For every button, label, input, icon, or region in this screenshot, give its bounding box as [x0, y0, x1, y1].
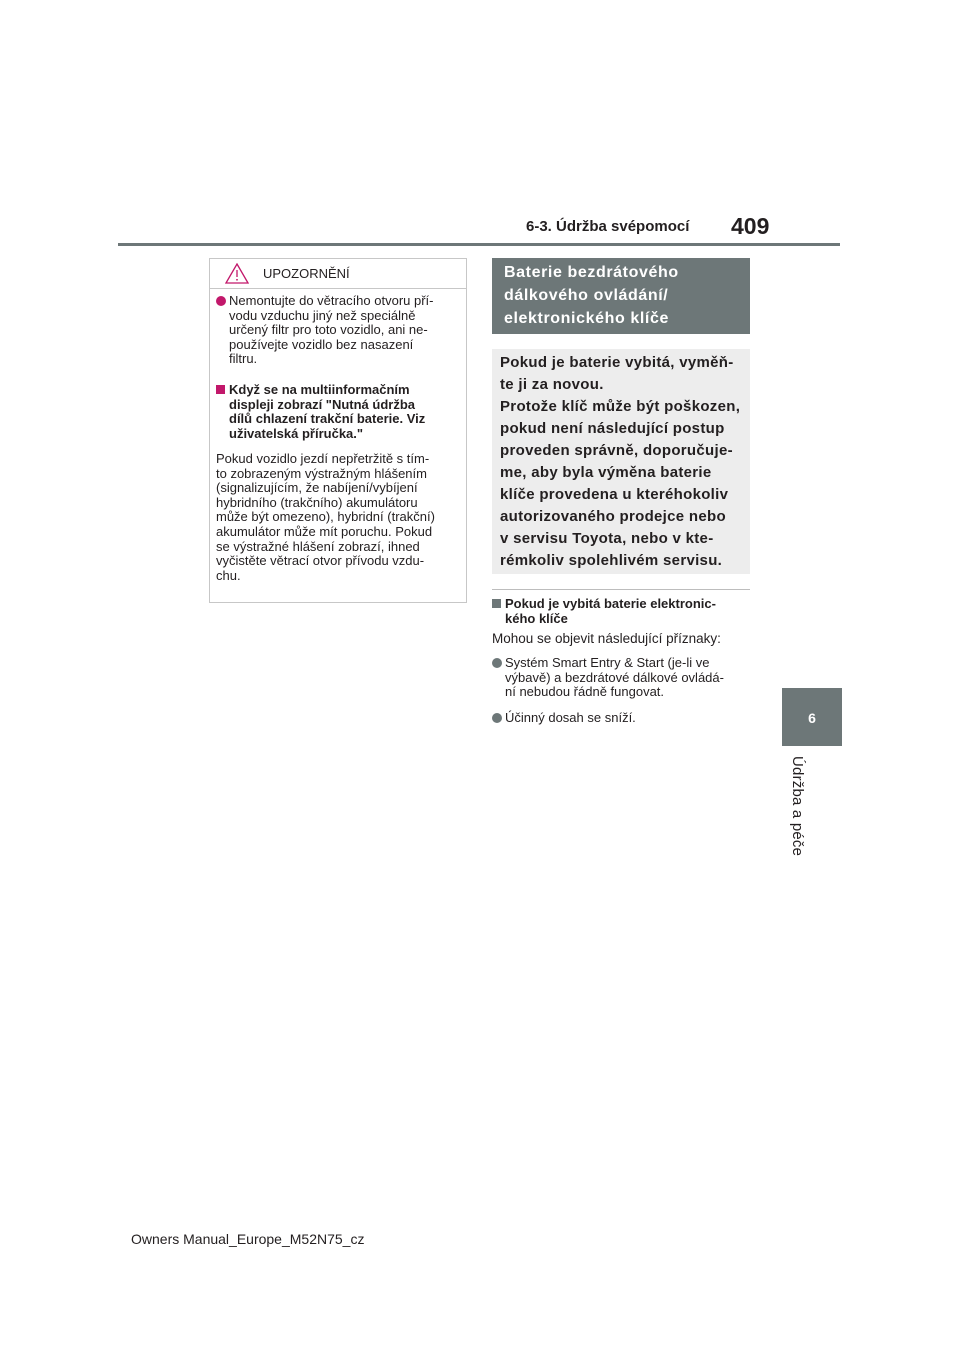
symptom-bullet — [492, 656, 752, 700]
text-line: Pokud je vybitá baterie elektronic- — [505, 596, 716, 611]
heading-line: elektronického klíče — [504, 310, 669, 327]
text-line: to zobrazeným výstražným hlášením — [216, 465, 427, 481]
text-line: vyčistěte větrací otvor přívodu vzdu- — [216, 553, 425, 569]
page-number: 409 — [731, 213, 770, 239]
intro-line: autorizovaného prodejce nebo — [500, 508, 726, 525]
square-bullet-icon — [216, 385, 225, 394]
bullet-dot-icon — [216, 296, 226, 306]
intro-line: Protože klíč může být poškozen, — [500, 398, 741, 415]
warning-triangle-icon — [225, 263, 249, 284]
intro-line: v servisu Toyota, nebo v kte- — [500, 530, 714, 547]
square-bullet-icon — [492, 599, 501, 608]
caution-box — [209, 258, 467, 603]
intro-line: pokud není následující postup — [500, 420, 725, 437]
intro-line: Pokud je baterie vybitá, vyměň- — [500, 354, 734, 371]
caution-subheading — [216, 383, 462, 441]
intro-line: rémkoliv spolehlivém servisu. — [500, 552, 723, 569]
bullet-dot-icon — [492, 713, 502, 723]
symptoms-intro: Mohou se objevit následující příznaky: — [492, 631, 721, 646]
intro-line: me, aby byla výměna baterie — [500, 464, 712, 481]
text-line: Systém Smart Entry & Start (je-li ve — [505, 655, 710, 670]
text-line: filtru. — [229, 351, 258, 367]
text-line: může být omezeno), hybridní (trakční) — [216, 509, 435, 525]
text-line: displeji zobrazí "Nutná údržba — [229, 396, 416, 412]
text-line: kého klíče — [505, 610, 568, 626]
chapter-title: Údržba a péče — [789, 756, 806, 857]
bullet-dot-icon — [492, 658, 502, 668]
text-line: uživatelská příručka." — [229, 425, 364, 441]
battery-section-heading — [492, 258, 750, 334]
text-line: ní nebudou řádně fungovat. — [505, 684, 665, 700]
header-rule — [118, 243, 840, 246]
text-line: určený filtr pro toto vozidlo, ani ne- — [229, 322, 428, 338]
text-line: Účinný dosah se sníží. — [505, 710, 636, 725]
text-line: dílů chlazení trakční baterie. Viz — [229, 411, 426, 427]
caution-label: UPOZORNĚNÍ — [263, 266, 350, 281]
intro-line: te ji za novou. — [500, 376, 604, 393]
text-line: se výstražné hlášení zobrazí, ihned — [216, 538, 420, 554]
text-line: používejte vozidlo bez nasazení — [229, 336, 414, 352]
text-line: hybridního (trakčního) akumulátoru — [216, 494, 418, 510]
heading-line: Baterie bezdrátového — [504, 264, 679, 281]
text-line: akumulátor může mít poruchu. Pokud — [216, 523, 433, 539]
text-line: výbavě) a bezdrátové dálkové ovládá- — [505, 669, 724, 685]
text-line: chu. — [216, 567, 241, 583]
chapter-number: 6 — [808, 710, 816, 726]
caution-bullet — [216, 294, 462, 367]
section-title: 6-3. Údržba svépomocí — [526, 218, 690, 235]
text-line: Pokud vozidlo jezdí nepřetržitě s tím- — [216, 451, 430, 466]
text-line: Nemontujte do větracího otvoru pří- — [229, 293, 434, 308]
caution-paragraph — [216, 452, 462, 583]
chapter-tab — [782, 688, 842, 746]
intro-line: proveden správně, doporučuje- — [500, 442, 733, 459]
text-line: Když se na multiinformačním — [229, 382, 410, 397]
battery-intro-box — [492, 349, 750, 574]
text-line: vodu vzduchu jiný než speciálně — [229, 307, 416, 323]
text-line: (signalizujícím, že nabíjení/vybíjení — [216, 480, 418, 496]
footer-text: Owners Manual_Europe_M52N75_cz — [131, 1231, 365, 1247]
section-divider — [492, 589, 750, 590]
symptom-bullet — [492, 711, 752, 726]
intro-line: klíče provedena u kteréhokoliv — [500, 486, 729, 503]
heading-line: dálkového ovládání/ — [504, 287, 669, 304]
caution-header — [210, 259, 466, 289]
battery-subheading — [492, 597, 752, 626]
